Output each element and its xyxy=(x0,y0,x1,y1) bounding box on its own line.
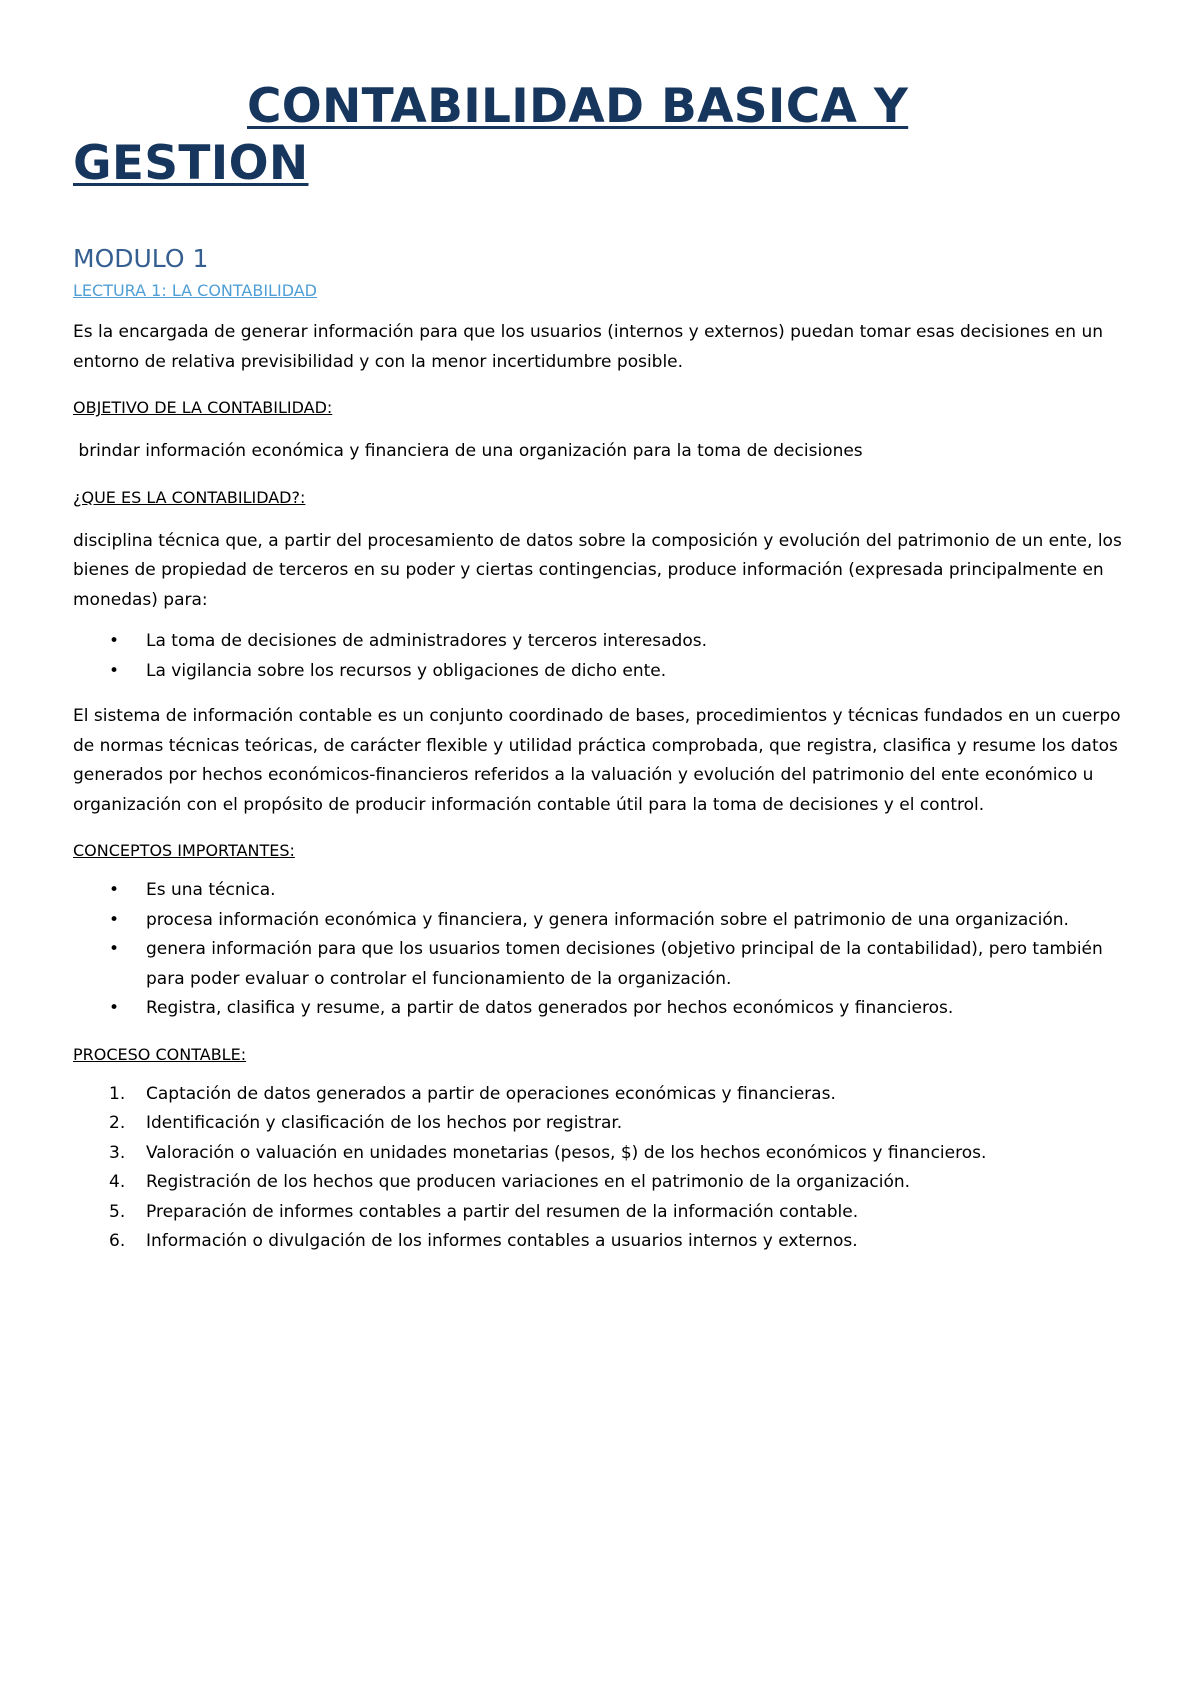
step-number: 1. xyxy=(109,1083,126,1104)
list-item-text: Registración de los hechos que producen variaciones en el patrimonio de la organización. xyxy=(146,1172,911,1192)
list-item xyxy=(73,935,1143,994)
list-item-text: Es una técnica. xyxy=(146,880,276,900)
list-item xyxy=(73,1168,1143,1198)
concepts-label: CONCEPTOS IMPORTANTES: xyxy=(73,841,295,860)
list-item xyxy=(73,1198,1143,1228)
objective-paragraph: brindar información económica y financiera de una organización para la toma de decisiones xyxy=(73,441,863,461)
list-item xyxy=(73,1109,1143,1139)
process-label: PROCESO CONTABLE: xyxy=(73,1044,247,1064)
what-is-label: ¿QUE ES LA CONTABILIDAD?: xyxy=(73,487,306,507)
bullet-icon: • xyxy=(109,909,120,930)
list-item-text: Captación de datos generados a partir de operaciones económicas y financieras. xyxy=(146,1083,836,1104)
list-item-text: Identificación y clasificación de los hechos por registrar. xyxy=(146,1113,623,1133)
process-numbered-list xyxy=(73,1080,1143,1257)
module-heading: MODULO 1 xyxy=(73,244,209,273)
what-is-paragraph: disciplina técnica que, a partir del procesamiento de datos sobre la composición y evolución del patrimonio de un ente, los bienes de propiedad de terceros en su poder y ciertas contingencias, produce información (expresada principalmente en monedas) para: xyxy=(73,530,1122,610)
list-item xyxy=(73,994,1143,1024)
list-item xyxy=(73,1139,1143,1169)
bullet-icon: • xyxy=(109,660,120,681)
list-item-text: La toma de decisiones de administradores y terceros interesados. xyxy=(146,631,707,651)
step-number: 2. xyxy=(109,1113,126,1133)
list-item-text: procesa información económica y financiera, y genera información sobre el patrimonio de una organización. xyxy=(146,909,1069,930)
list-item xyxy=(73,627,1143,657)
list-item xyxy=(73,1227,1143,1257)
list-item xyxy=(73,906,1143,936)
document-body xyxy=(73,78,1143,1257)
list-item-text: Registra, clasifica y resume, a partir de datos generados por hechos económicos y financieros. xyxy=(146,998,954,1018)
system-paragraph: El sistema de información contable es un conjunto coordinado de bases, procedimientos y técnicas fundados en un cuerpo de normas técnicas teóricas, de carácter flexible y utilidad práctica comprobada, que registra, clasifica y resume los datos generados por hechos económicos-financieros referidos a la valuación y evolución del patrimonio del ente económico u organización con el propósito de producir información contable útil para la toma de decisiones y el control. xyxy=(73,706,1121,815)
bullet-icon: • xyxy=(109,631,120,651)
list-item-text: La vigilancia sobre los recursos y obligaciones de dicho ente. xyxy=(146,660,667,681)
intro-paragraph: Es la encargada de generar información para que los usuarios (internos y externos) puedan tomar esas decisiones en un entorno de relativa previsibilidad y con la menor incertidumbre posible. xyxy=(73,322,1103,372)
list-item xyxy=(73,657,1143,687)
document-title: CONTABILIDAD BASICA Y GESTION xyxy=(73,79,909,191)
step-number: 3. xyxy=(109,1142,126,1163)
list-item xyxy=(73,1080,1143,1110)
step-number: 5. xyxy=(109,1201,126,1222)
list-item-text: Preparación de informes contables a partir del resumen de la información contable. xyxy=(146,1201,859,1222)
what-is-bullet-list xyxy=(73,627,1143,686)
step-number: 4. xyxy=(109,1172,126,1192)
list-item xyxy=(73,876,1143,906)
list-item-text: Información o divulgación de los informes contables a usuarios internos y externos. xyxy=(146,1231,858,1251)
objective-label: OBJETIVO DE LA CONTABILIDAD: xyxy=(73,398,333,417)
bullet-icon: • xyxy=(109,880,120,900)
list-item-text: Valoración o valuación en unidades monetarias (pesos, $) de los hechos económicos y financieros. xyxy=(146,1142,987,1163)
bullet-icon: • xyxy=(109,939,120,959)
bullet-icon: • xyxy=(109,998,120,1018)
step-number: 6. xyxy=(109,1231,126,1251)
lecture-heading: LECTURA 1: LA CONTABILIDAD xyxy=(73,281,317,300)
concepts-bullet-list xyxy=(73,876,1143,1024)
list-item-text: genera información para que los usuarios tomen decisiones (objetivo principal de la contabilidad), pero también para poder evaluar o controlar el funcionamiento de la organización. xyxy=(146,939,1103,989)
